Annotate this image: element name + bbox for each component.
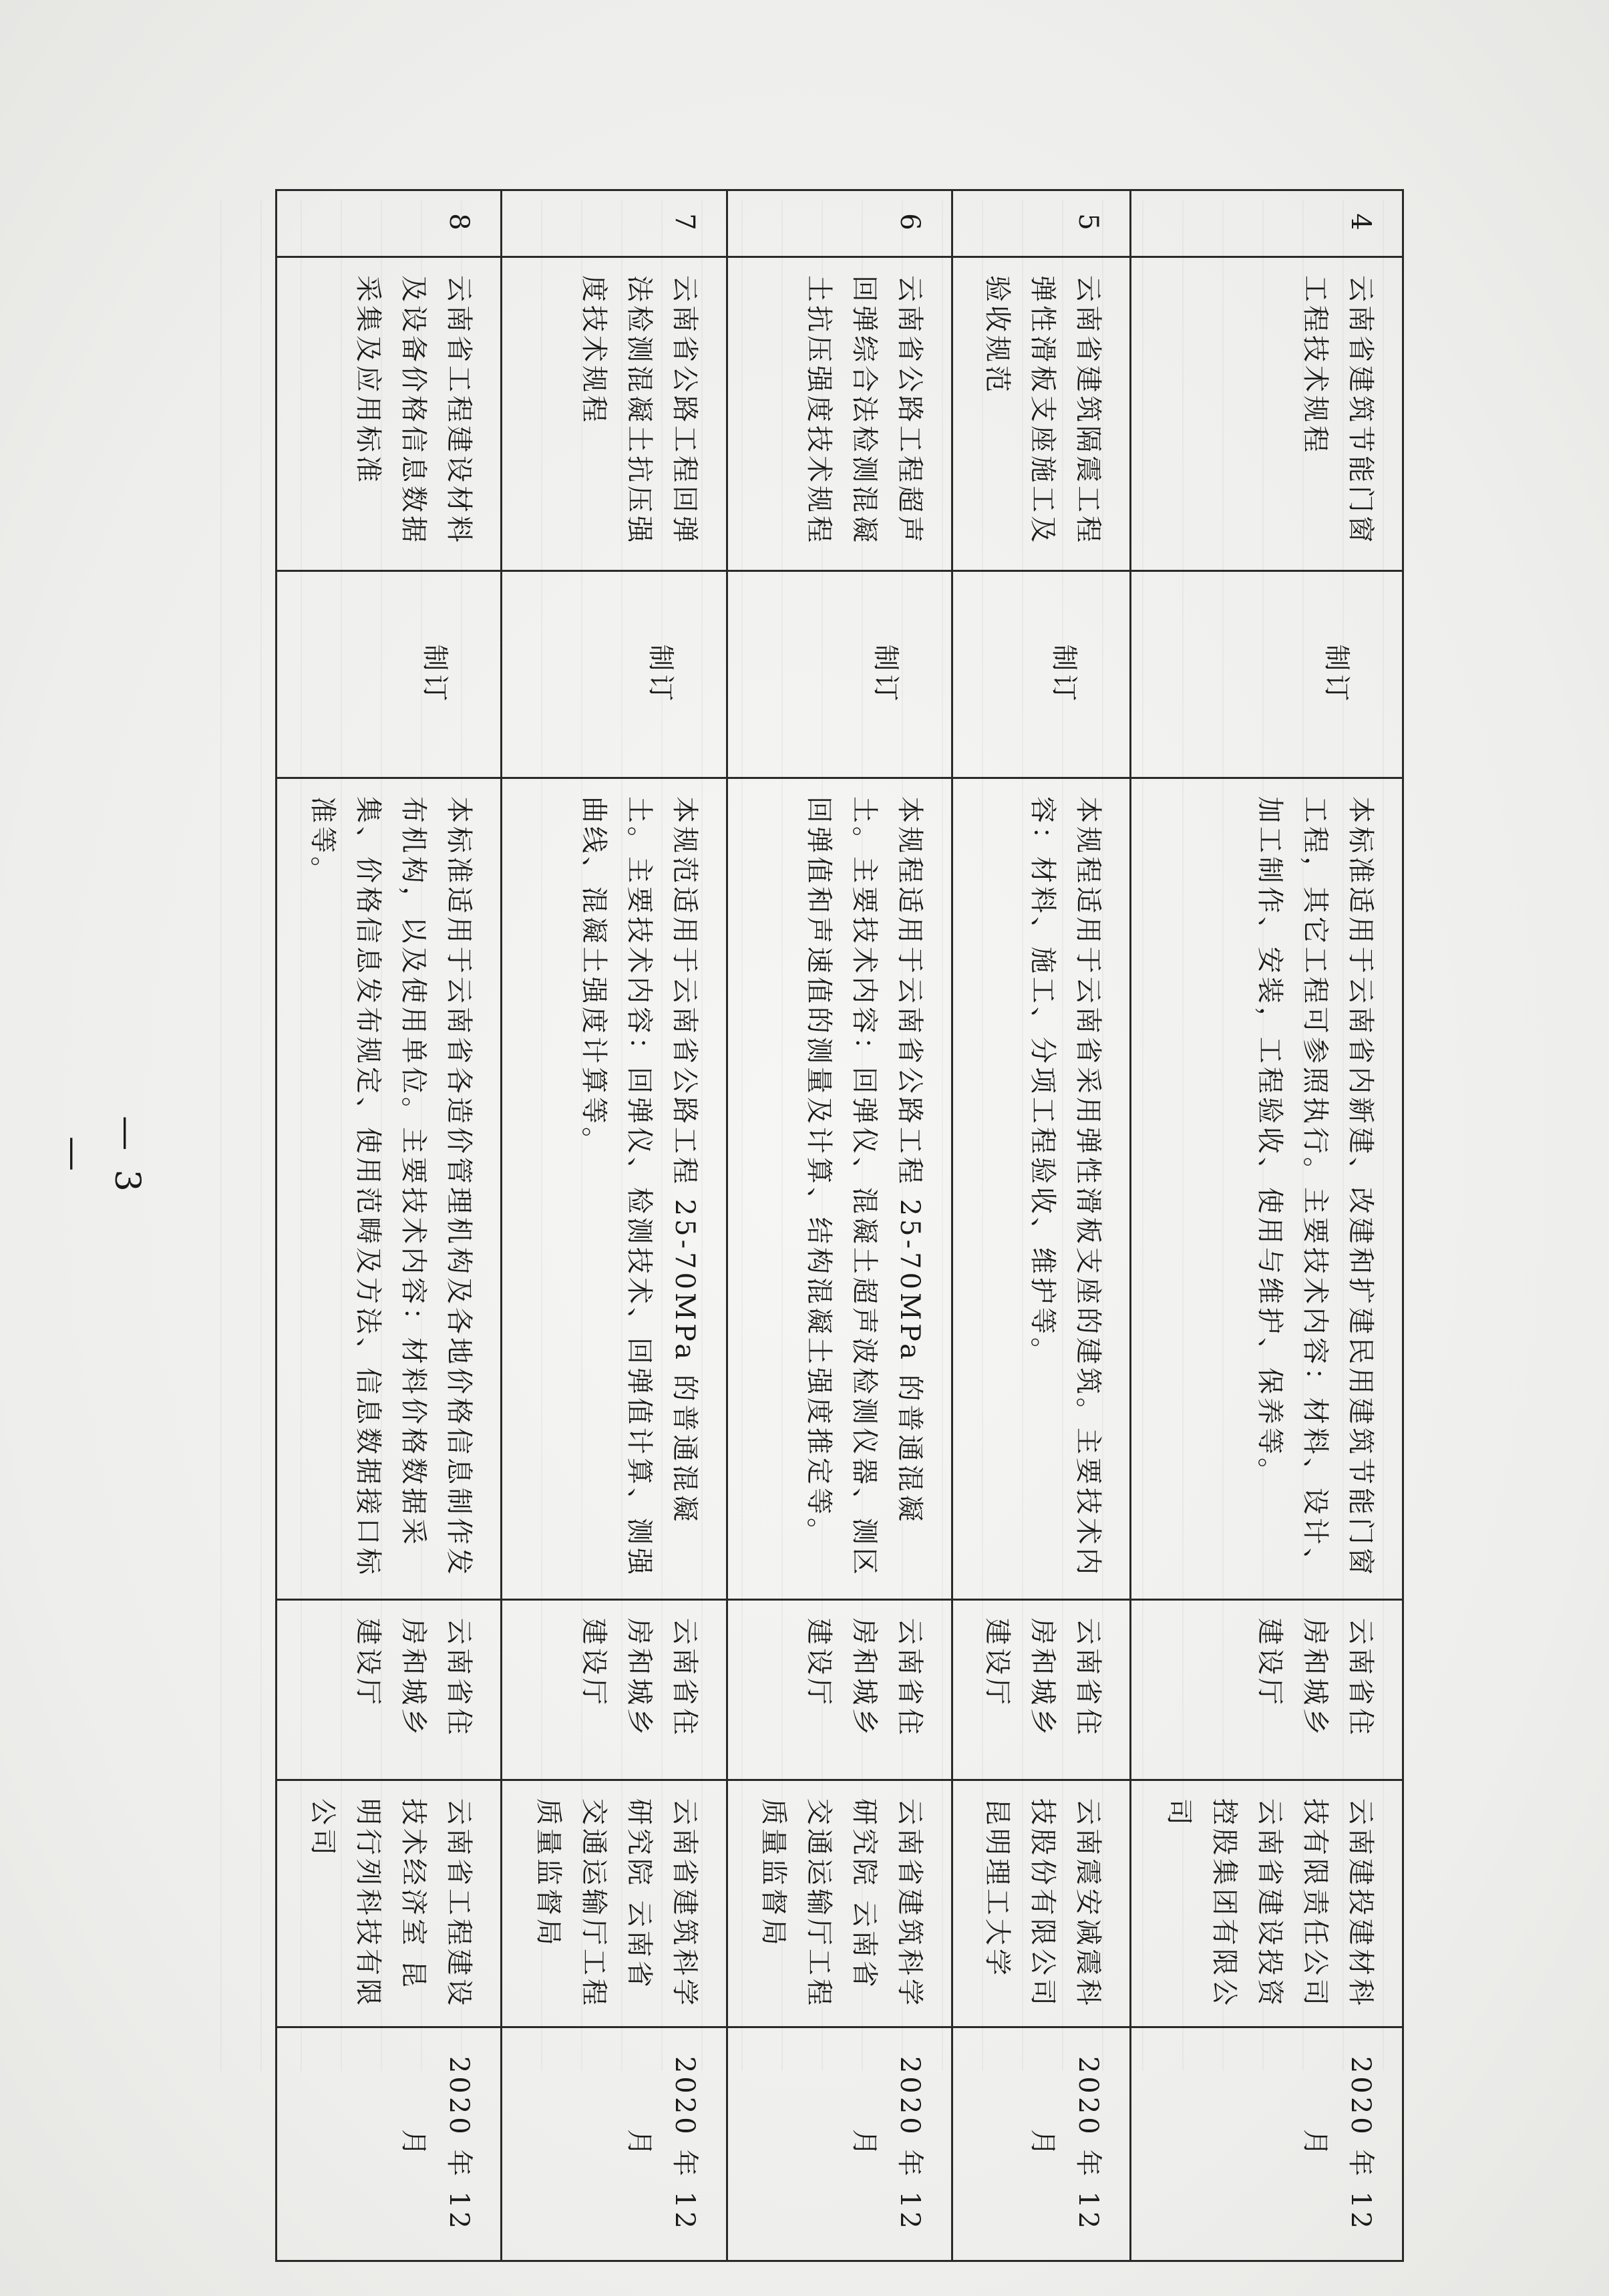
standard-name-cell: 云南省建筑隔震工程弹性滑板支座施工及验收规范 (952, 257, 1130, 571)
table-row (727, 190, 952, 2261)
standards-table (275, 189, 1404, 2262)
table-row (502, 190, 727, 2261)
row-number-cell: 7 (502, 190, 727, 257)
responsible-department-cell: 云南省住房和城乡建设厅 (502, 1600, 727, 1780)
main-content-cell: 本标准适用于云南省各造价管理机构及各地价格信息制作发布机构，以及使用单位。主要技术内容：材料价格数据采集、价格信息发布规定、使用范畴及方法、信息数据接口标准等。 (277, 778, 502, 1600)
responsible-department-cell: 云南省住房和城乡建设厅 (1130, 1600, 1403, 1780)
row-number-cell: 8 (277, 190, 502, 257)
drafting-organization-cell: 云南省建筑科学研究院 云南省交通运输厅工程质量监督局 (502, 1780, 727, 2027)
revision-type-cell: 制订 (1130, 571, 1403, 778)
table-row (277, 190, 502, 2261)
responsible-department-cell: 云南省住房和城乡建设厅 (952, 1600, 1130, 1780)
main-content-cell: 本规范适用于云南省公路工程 25-70MPa 的普通混凝土。主要技术内容：回弹仪、检测技术、回弹值计算、测强曲线、混凝土强度计算等。 (502, 778, 727, 1600)
drafting-organization-cell: 云南建投建材科技有限责任公司 云南省建设投资控股集团有限公司 (1130, 1780, 1403, 2027)
standard-name-cell: 云南省建筑节能门窗工程技术规程 (1130, 257, 1403, 571)
main-content-cell: 本规程适用于云南省公路工程 25-70MPa 的普通混凝土。主要技术内容：回弹仪、混凝土超声波检测仪器、测区回弹值和声速值的测量及计算、结构混凝土强度推定等。 (727, 778, 952, 1600)
standard-name-cell: 云南省公路工程超声回弹综合法检测混凝土抗压强度技术规程 (727, 257, 952, 571)
revision-type-cell: 制订 (727, 571, 952, 778)
revision-type-cell: 制订 (277, 571, 502, 778)
revision-type-cell: 制订 (502, 571, 727, 778)
standard-name-cell: 云南省公路工程回弹法检测混凝土抗压强度技术规程 (502, 257, 727, 571)
page-number: — 3 — (53, 1116, 147, 1196)
table-row (1130, 190, 1403, 2261)
row-number-cell: 4 (1130, 190, 1403, 257)
rotated-table-container (275, 189, 1404, 2260)
completion-date-cell: 2020 年 12 月 (1130, 2027, 1403, 2261)
drafting-organization-cell: 云南省建筑科学研究院 云南省交通运输厅工程质量监督局 (727, 1780, 952, 2027)
main-content-cell: 本标准适用于云南省内新建、改建和扩建民用建筑节能门窗工程，其它工程可参照执行。主要技术内容：材料、设计、加工制作、安装，工程验收、使用与维护、保养等。 (1130, 778, 1403, 1600)
completion-date-cell: 2020 年 12 月 (277, 2027, 502, 2261)
drafting-organization-cell: 云南震安减震科技股份有限公司 昆明理工大学 (952, 1780, 1130, 2027)
completion-date-cell: 2020 年 12 月 (502, 2027, 727, 2261)
drafting-organization-cell: 云南省工程建设技术经济室 昆明行列科技有限公司 (277, 1780, 502, 2027)
row-number-cell: 5 (952, 190, 1130, 257)
main-content-cell: 本规程适用于云南省采用弹性滑板支座的建筑。主要技术内容：材料、施工、分项工程验收、维护等。 (952, 778, 1130, 1600)
row-number-cell: 6 (727, 190, 952, 257)
completion-date-cell: 2020 年 12 月 (727, 2027, 952, 2261)
responsible-department-cell: 云南省住房和城乡建设厅 (727, 1600, 952, 1780)
standard-name-cell: 云南省工程建设材料及设备价格信息数据采集及应用标准 (277, 257, 502, 571)
revision-type-cell: 制订 (952, 571, 1130, 778)
table-row (952, 190, 1130, 2261)
responsible-department-cell: 云南省住房和城乡建设厅 (277, 1600, 502, 1780)
completion-date-cell: 2020 年 12 月 (952, 2027, 1130, 2261)
table-body (277, 190, 1403, 2261)
